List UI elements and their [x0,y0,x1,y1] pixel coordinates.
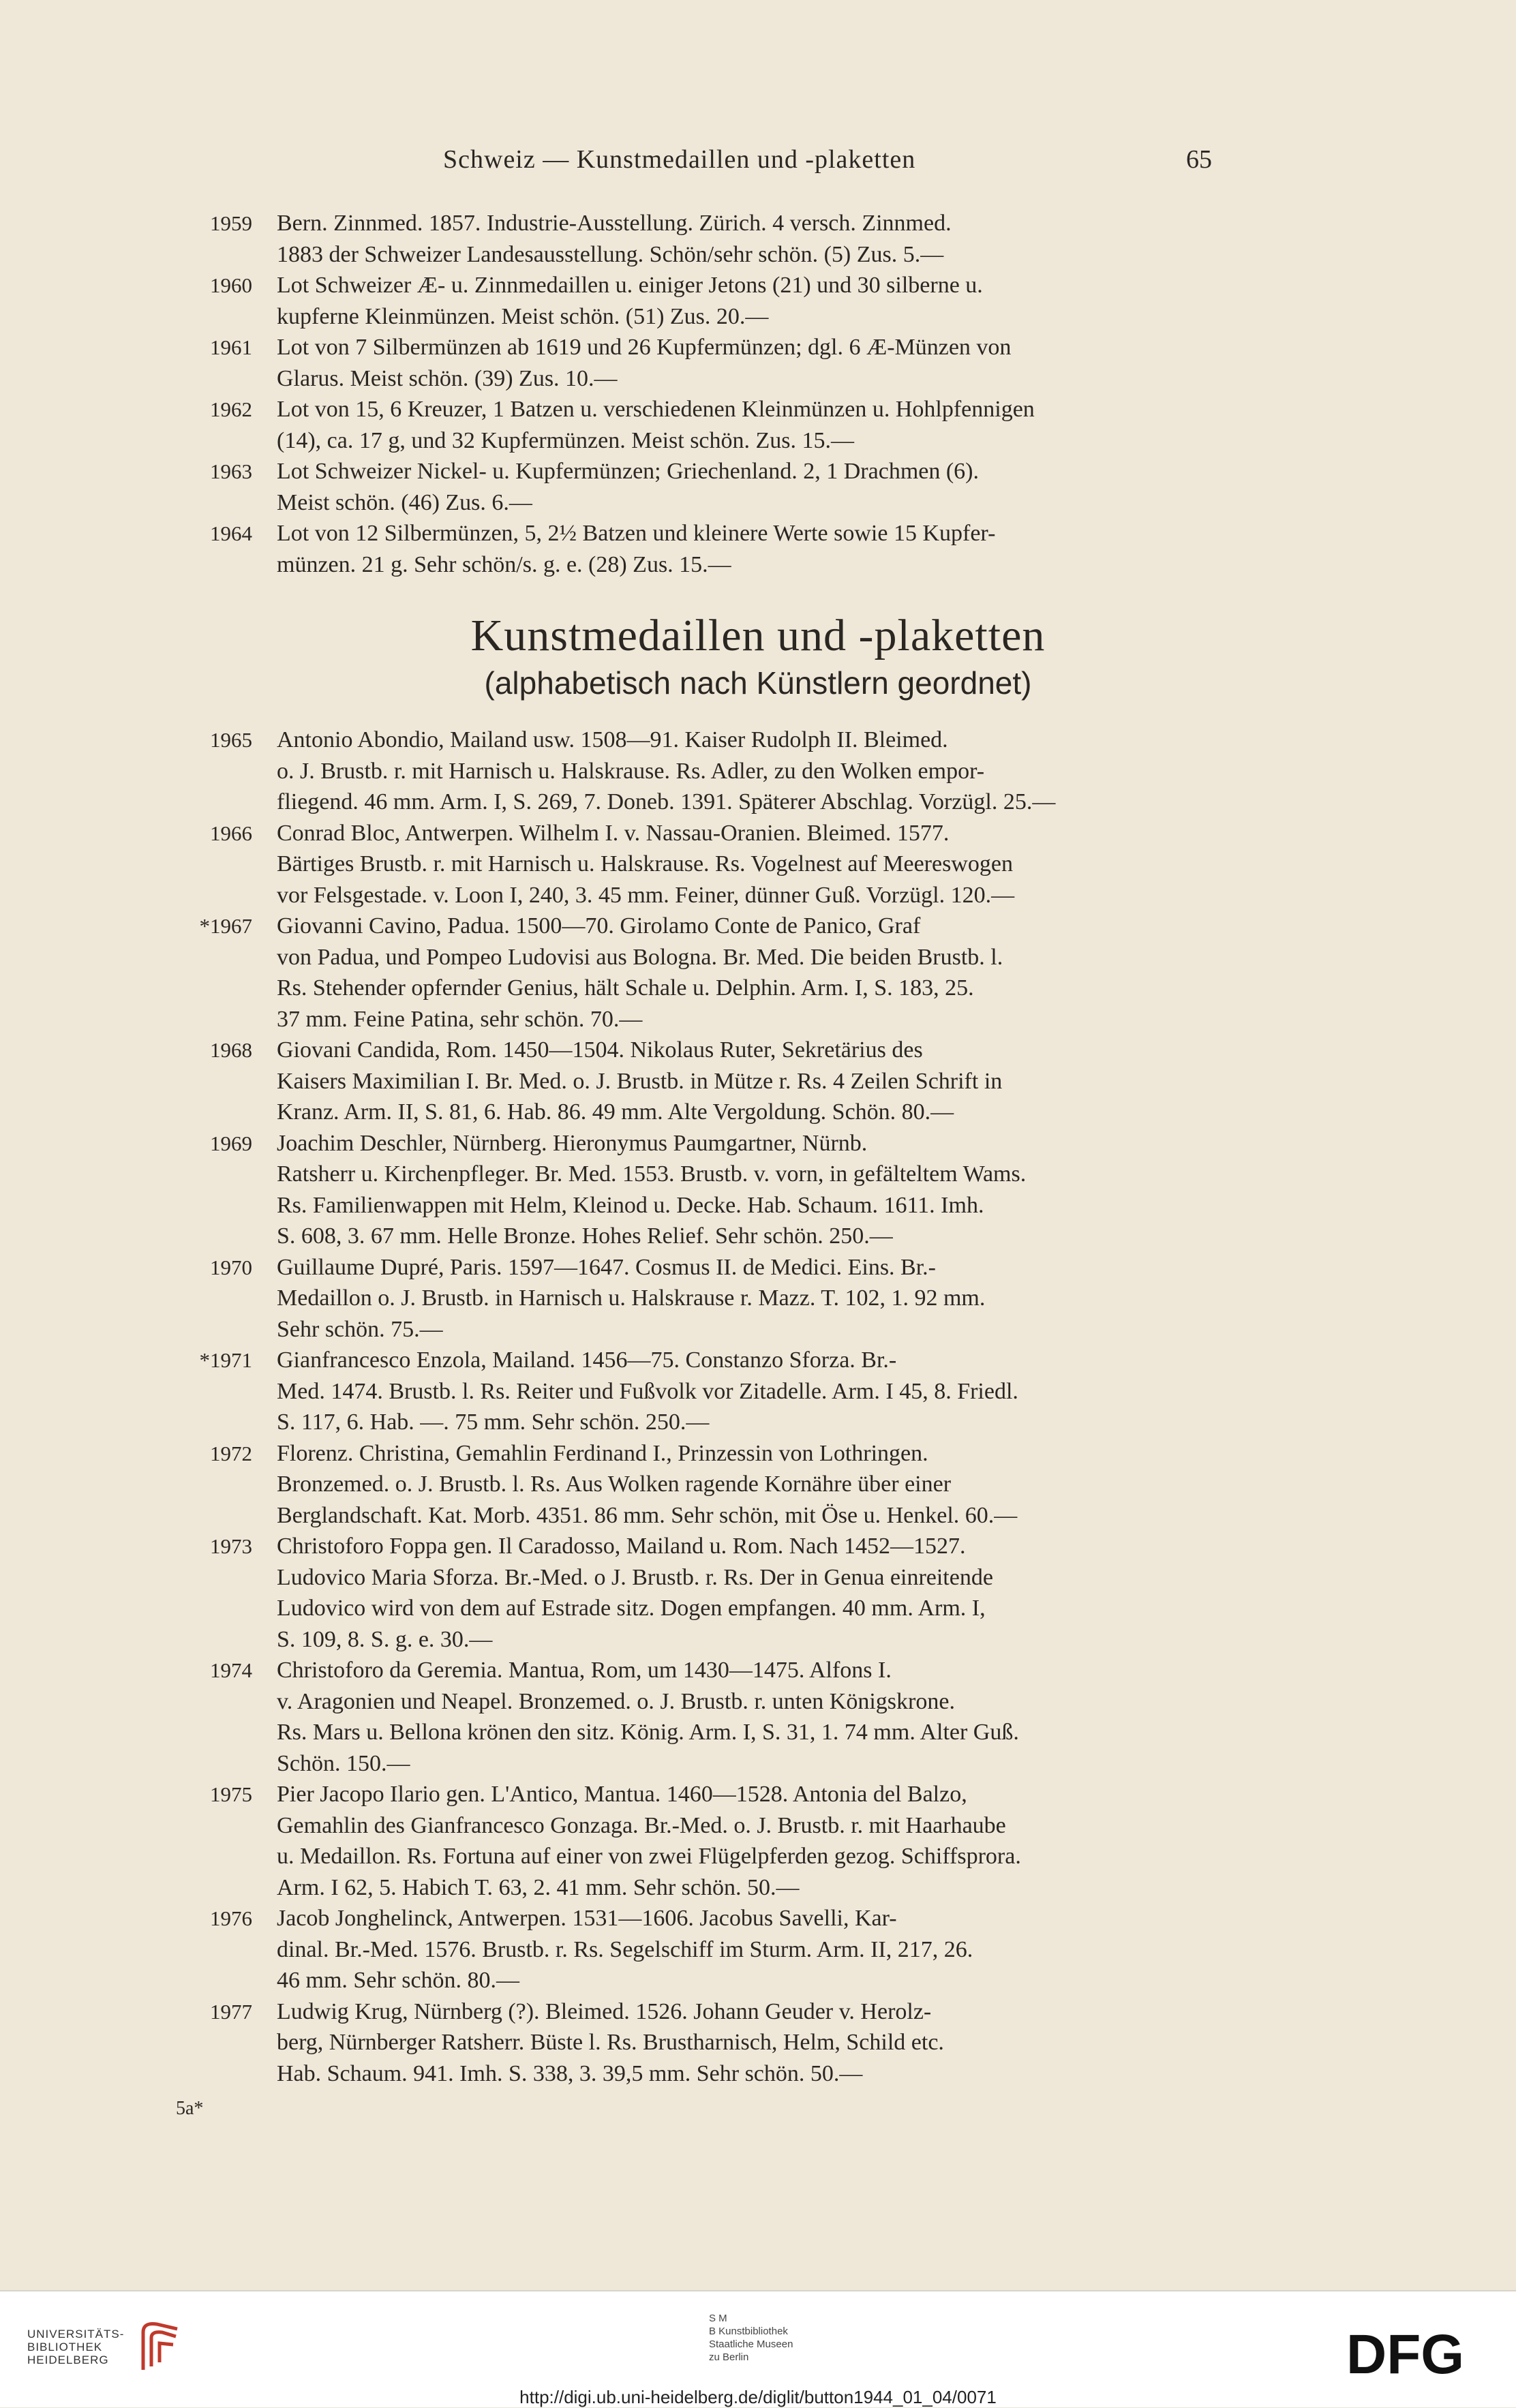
lot-line: Lot Schweizer Nickel- u. Kupfermünzen; Griechenland. 2, 1 Drachmen (6). [277,459,979,484]
lot-line: Rs. Stehender opfernder Genius, hält Schale u. Delphin. Arm. I, S. 183, 25. [277,975,974,1001]
lot-line: Ratsherr u. Kirchenpfleger. Br. Med. 1553. Brustb. v. vorn, in gefälteltem Wams. [277,1161,1027,1187]
lot-line: Med. 1474. Brustb. l. Rs. Reiter und Fußvolk vor Zitadelle. Arm. I 45, 8. Friedl. [277,1378,1018,1404]
lot-line: dinal. Br.-Med. 1576. Brustb. r. Rs. Segelschiff im Sturm. Arm. II, 217, 26. [277,1936,973,1962]
lot-number: 1973 [210,1534,252,1558]
lot-line: Bärtiges Brustb. r. mit Harnisch u. Halskrause. Rs. Vogelnest auf Meereswogen [277,851,1013,877]
lot-line: Kaisers Maximilian I. Br. Med. o. J. Brustb. in Mütze r. Rs. 4 Zeilen Schrift in [277,1068,1003,1094]
dfg-logo-icon [1346,2327,1496,2381]
stamp-line: zu Berlin [709,2351,749,2363]
lot-description [277,1252,1217,1345]
lot-line: vor Felsgestade. v. Loon I, 240, 3. 45 mm. Feiner, dünner Guß. Vorzügl. 120.— [277,882,1015,908]
lot-line: Joachim Deschler, Nürnberg. Hieronymus Paumgartner, Nürnb. [277,1130,868,1156]
lot-line: Bronzemed. o. J. Brustb. l. Rs. Aus Wolken ragende Kornähre über einer [277,1472,952,1497]
lot-line: Guillaume Dupré, Paris. 1597—1647. Cosmus II. de Medici. Eins. Br.- [277,1254,937,1280]
lot-line: von Padua, und Pompeo Ludovisi aus Bologna. Br. Med. Die beiden Brustb. l. [277,944,1003,970]
lot-line: Ludovico Maria Sforza. Br.-Med. o J. Brustb. r. Rs. Der in Genua einreitende [277,1564,993,1590]
stamp-line: Staatliche Museen [709,2338,793,2350]
lot-number: 1974 [210,1658,252,1682]
lot-line: Lot Schweizer Æ- u. Zinnmedaillen u. einiger Jetons (21) und 30 silberne u. [277,273,983,298]
lot-number: 1960 [210,273,252,297]
lot-number: 1961 [210,335,252,359]
lot-description [277,518,1217,580]
lot-line: Conrad Bloc, Antwerpen. Wilhelm I. v. Nassau-Oranien. Bleimed. 1577. [277,820,950,846]
library-line: UNIVERSITÄTS- [27,2328,125,2341]
lot-line: Kranz. Arm. II, S. 81, 6. Hab. 86. 49 mm. Alte Vergoldung. Schön. 80.— [277,1099,954,1125]
lot-number: 1968 [210,1038,252,1062]
lot-line: v. Aragonien und Neapel. Bronzemed. o. J. Brustb. r. unten Königskrone. [277,1688,955,1714]
lot-description [277,1531,1217,1655]
lot-number: 1969 [210,1131,252,1155]
lot-line: 46 mm. Sehr schön. 80.— [277,1968,520,1993]
signature-mark: 5a* [176,2098,204,2119]
lot-number: 1963 [210,459,252,483]
lot-line: Lot von 12 Silbermünzen, 5, 2½ Batzen und kleinere Werte sowie 15 Kupfer- [277,521,996,546]
lot-description [277,1655,1217,1779]
lot-description [277,911,1217,1035]
permalink-url[interactable]: http://digi.ub.uni-heidelberg.de/diglit/button1944_01_04/0071 [519,2387,997,2407]
lot-line: berg, Nürnberger Ratsherr. Büste l. Rs. Brustharnisch, Helm, Schild etc. [277,2030,944,2055]
lot-line: Gemahlin des Gianfrancesco Gonzaga. Br.-Med. o. J. Brustb. r. mit Haarhaube [277,1812,1006,1838]
lot-line: Ludovico wird von dem auf Estrade sitz. Dogen empfangen. 40 mm. Arm. I, [277,1596,986,1621]
lot-line: Jacob Jonghelinck, Antwerpen. 1531—1606. Jacobus Savelli, Kar- [277,1906,897,1931]
lot-line: Florenz. Christina, Gemahlin Ferdinand I., Prinzessin von Lothringen. [277,1440,928,1466]
library-name [27,2328,124,2366]
lot-description [277,1345,1217,1438]
library-line: HEIDELBERG [27,2353,109,2366]
stamp-line: S M [709,2313,727,2324]
lot-line: Christoforo Foppa gen. Il Caradosso, Mailand u. Rom. Nach 1452—1527. [277,1534,966,1559]
running-head-title: Schweiz — Kunstmedaillen und -plaketten [443,145,916,174]
lot-line: (14), ca. 17 g, und 32 Kupfermünzen. Meist schön. Zus. 15.— [277,427,855,453]
lot-line: Giovani Candida, Rom. 1450—1504. Nikolaus Ruter, Sekretärius des [277,1037,923,1063]
lot-number: 1977 [210,1999,252,2024]
lot-line: Arm. I 62, 5. Habich T. 63, 2. 41 mm. Sehr schön. 50.— [277,1874,800,1900]
stamp-line: B Kunstbibliothek [709,2326,788,2337]
lot-description [277,270,1217,332]
lot-line: Hab. Schaum. 941. Imh. S. 338, 3. 39,5 mm. Sehr schön. 50.— [277,2060,863,2086]
lot-description [277,208,1217,270]
lot-line: Lot von 15, 6 Kreuzer, 1 Batzen u. verschiedenen Kleinmünzen u. Hohlpfennigen [277,397,1035,422]
lot-number: 1976 [210,1906,252,1930]
lot-number: 1962 [210,397,252,421]
lot-line: münzen. 21 g. Sehr schön/s. g. e. (28) Zus. 15.— [277,551,731,577]
lot-description [277,818,1217,911]
lot-line: Christoforo da Geremia. Mantua, Rom, um 1430—1475. Alfons I. [277,1658,892,1683]
lot-number: 1964 [210,521,252,545]
lot-description [277,725,1217,818]
lot-line: Schön. 150.— [277,1750,410,1776]
lot-description [277,394,1217,456]
lot-number: 1975 [210,1782,252,1806]
lot-line: 37 mm. Feine Patina, sehr schön. 70.— [277,1006,643,1032]
lot-line: Meist schön. (46) Zus. 6.— [277,489,532,515]
digitization-footer [0,2290,1516,2407]
lot-number: *1967 [199,914,252,938]
lot-line: kupferne Kleinmünzen. Meist schön. (51) Zus. 20.— [277,303,769,329]
lot-line: Lot von 7 Silbermünzen ab 1619 und 26 Kupfermünzen; dgl. 6 Æ-Münzen von [277,335,1012,360]
lot-number: 1965 [210,728,252,752]
lot-line: Giovanni Cavino, Padua. 1500—70. Girolamo Conte de Panico, Graf [277,913,921,939]
lot-line: o. J. Brustb. r. mit Harnisch u. Halskrause. Rs. Adler, zu den Wolken empor- [277,758,985,784]
lot-line: S. 608, 3. 67 mm. Helle Bronze. Hohes Relief. Sehr schön. 250.— [277,1223,893,1249]
lot-number: 1966 [210,821,252,845]
page-number: 65 [1186,145,1212,174]
university-logo-icon [136,2319,184,2373]
lot-line: Bern. Zinnmed. 1857. Industrie-Ausstellung. Zürich. 4 versch. Zinnmed. [277,211,952,236]
lot-description [277,1035,1217,1128]
lot-line: Ludwig Krug, Nürnberg (?). Bleimed. 1526. Johann Geuder v. Herolz- [277,1998,932,2024]
lot-line: S. 117, 6. Hab. —. 75 mm. Sehr schön. 250.— [277,1409,710,1435]
lot-line: Berglandschaft. Kat. Morb. 4351. 86 mm. Sehr schön, mit Öse u. Henkel. 60.— [277,1502,1018,1528]
lot-line: Glarus. Meist schön. (39) Zus. 10.— [277,365,618,391]
lot-number: 1972 [210,1441,252,1465]
lot-line: Sehr schön. 75.— [277,1316,443,1342]
lot-line: u. Medaillon. Rs. Fortuna auf einer von zwei Flügelpferden gezog. Schiffsprora. [277,1844,1021,1869]
lot-description [277,332,1217,394]
lot-number: 1959 [210,211,252,235]
lot-line: Antonio Abondio, Mailand usw. 1508—91. Kaiser Rudolph II. Bleimed. [277,727,948,752]
lot-line: fliegend. 46 mm. Arm. I, S. 269, 7. Doneb. 1391. Späterer Abschlag. Vorzügl. 25.— [277,789,1056,814]
lot-number: 1970 [210,1255,252,1279]
lot-line: Rs. Mars u. Bellona krönen den sitz. König. Arm. I, S. 31, 1. 74 mm. Alter Guß. [277,1720,1019,1745]
library-line: BIBLIOTHEK [27,2341,103,2353]
lot-line: Medaillon o. J. Brustb. in Harnisch u. Halskrause r. Mazz. T. 102, 1. 92 mm. [277,1285,986,1311]
section-heading: Kunstmedaillen und -plaketten [470,611,1046,660]
lot-description [277,1779,1217,1903]
lot-line: Rs. Familienwappen mit Helm, Kleinod u. Decke. Hab. Schaum. 1611. Imh. [277,1192,984,1218]
lot-description [277,1128,1217,1252]
lot-description [277,1438,1217,1531]
dfg-logo-text: DFG [1346,2327,1465,2381]
section-subheading: (alphabetisch nach Künstlern geordnet) [484,665,1032,701]
lot-description [277,1996,1217,2090]
lot-number: *1971 [199,1348,252,1372]
lot-line: S. 109, 8. S. g. e. 30.— [277,1626,493,1652]
lot-line: Gianfrancesco Enzola, Mailand. 1456—75. Constanzo Sforza. Br.- [277,1347,897,1373]
lot-line: 1883 der Schweizer Landesausstellung. Schön/sehr schön. (5) Zus. 5.— [277,241,944,267]
lot-description [277,456,1217,518]
lot-description [277,1903,1217,1996]
museum-stamp [709,2312,793,2364]
lot-line: Pier Jacopo Ilario gen. L'Antico, Mantua. 1460—1528. Antonia del Balzo, [277,1782,967,1807]
